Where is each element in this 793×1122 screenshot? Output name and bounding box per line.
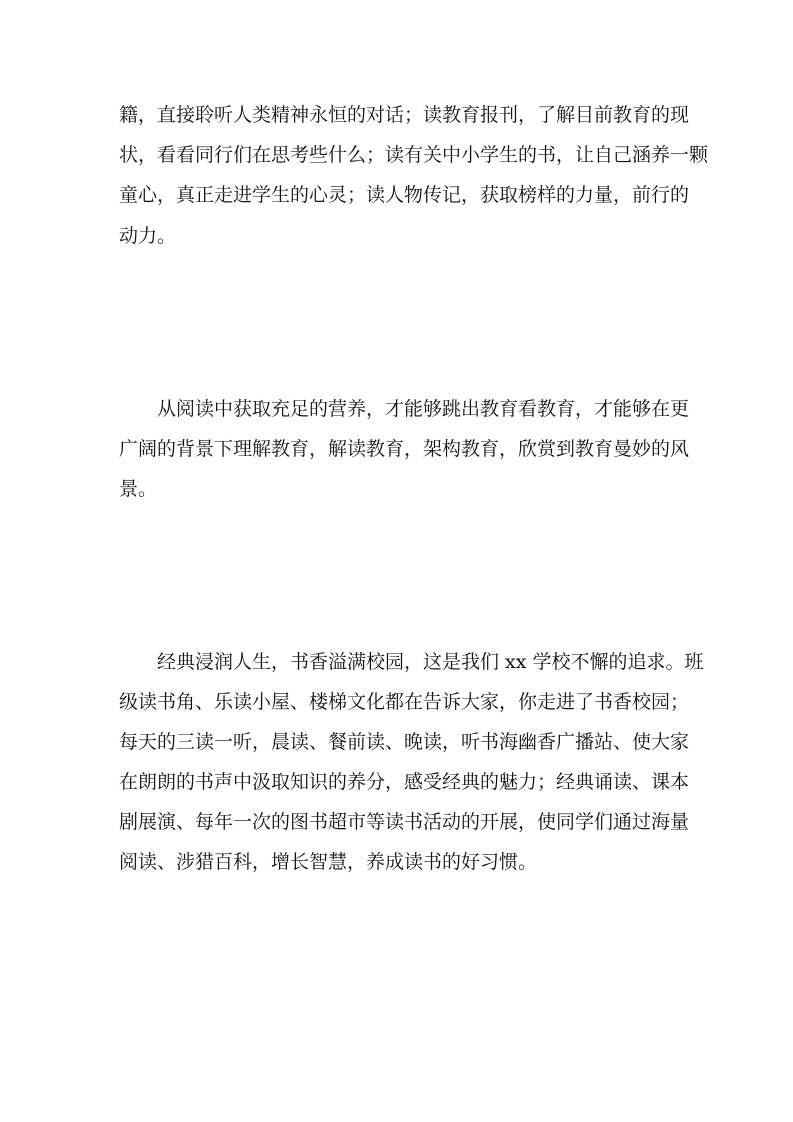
paragraph-1-line-4: 动力。 <box>119 225 177 247</box>
paragraph-1-line-2: 状，看看同行们在思考些什么；读有关中小学生的书，让自己涵养一颗 <box>119 144 709 166</box>
paragraph-3-line-5: 剧展演、每年一次的图书超市等读书活动的开展，使同学们通过海量 <box>119 811 690 833</box>
paragraph-1-line-3: 童心，真正走进学生的心灵；读人物传记，获取榜样的力量，前行的 <box>119 184 690 206</box>
paragraph-2-line-2: 广阔的背景下理解教育，解读教育，架构教育，欣赏到教育曼妙的风 <box>119 438 690 460</box>
paragraph-3-line-2: 级读书角、乐读小屋、楼梯文化都在告诉大家，你走进了书香校园； <box>119 691 690 713</box>
paragraph-2-line-3: 景。 <box>119 478 158 500</box>
paragraph-3-line-1: 经典浸润人生，书香溢满校园，这是我们 xx 学校不懈的追求。班 <box>157 651 704 673</box>
paragraph-2-line-1: 从阅读中获取充足的营养，才能够跳出教育看教育，才能够在更 <box>157 398 690 420</box>
paragraph-3-line-3: 每天的三读一听，晨读、餐前读、晚读，听书海幽香广播站、使大家 <box>119 731 690 753</box>
paragraph-3-line-6: 阅读、涉猎百科，增长智慧，养成读书的好习惯。 <box>119 851 538 873</box>
paragraph-1-line-1: 籍，直接聆听人类精神永恒的对话；读教育报刊，了解目前教育的现 <box>119 104 690 126</box>
paragraph-3-line-4: 在朗朗的书声中汲取知识的养分，感受经典的魅力；经典诵读、课本 <box>119 771 690 793</box>
